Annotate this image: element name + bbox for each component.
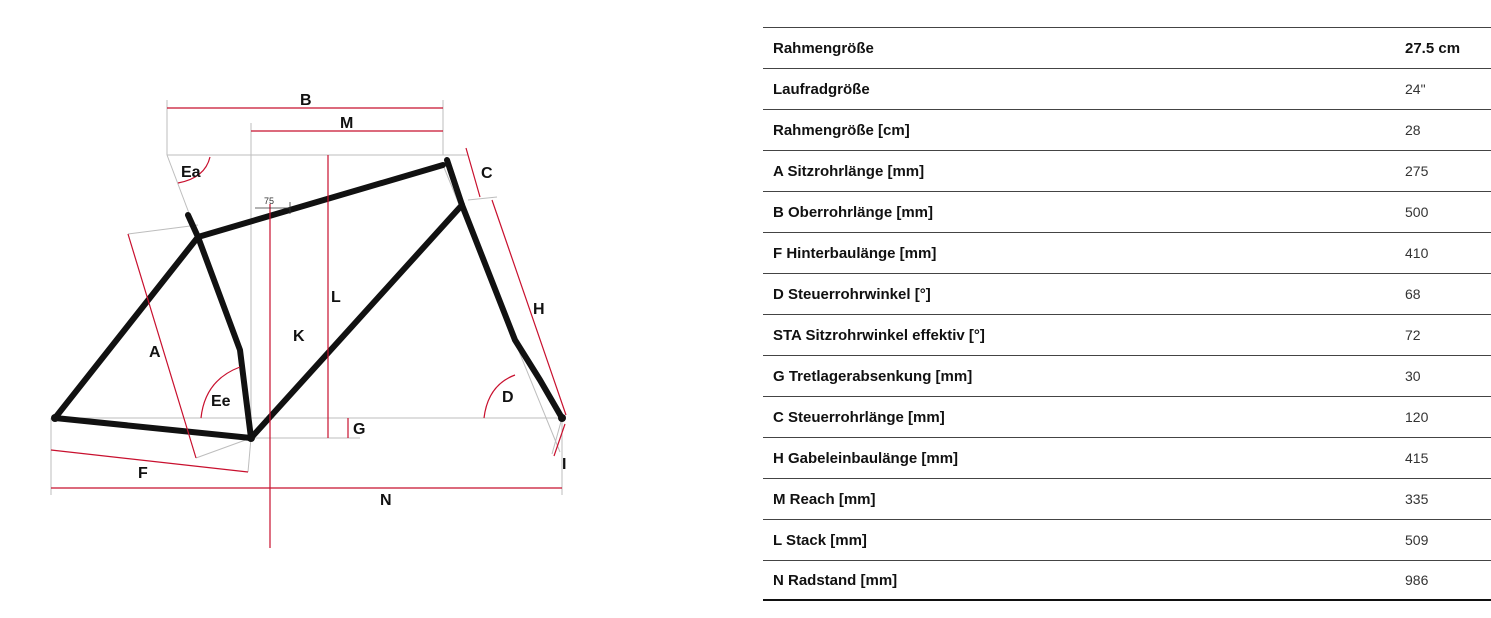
row-value: 335 [1405, 491, 1429, 507]
label-n: N [380, 492, 392, 509]
row-value: 30 [1405, 368, 1421, 384]
table-row [763, 68, 1491, 109]
label-b: B [300, 92, 312, 109]
row-label: H Gabeleinbaulänge [mm] [773, 449, 959, 467]
frame-down-tube [251, 205, 462, 438]
ext-a-top [128, 225, 198, 234]
header-value: 27.5 cm [1405, 39, 1461, 57]
frame-geometry-svg [0, 0, 740, 618]
table-row [763, 150, 1491, 191]
row-label: L Stack [mm] [773, 531, 867, 549]
geometry-table [763, 27, 1491, 601]
table-row [763, 314, 1491, 355]
row-label: C Steuerrohrlänge [mm] [773, 408, 945, 426]
table-row [763, 273, 1491, 314]
label-ee: Ee [211, 393, 231, 410]
row-value: 275 [1405, 163, 1429, 179]
rear-axle-dot [51, 414, 59, 422]
table-row [763, 396, 1491, 437]
dim-f [51, 450, 248, 472]
row-label: A Sitzrohrlänge [mm] [773, 162, 925, 180]
row-value: 986 [1405, 572, 1429, 588]
row-value: 24" [1405, 81, 1426, 97]
front-axle-dot [558, 414, 566, 422]
row-value: 415 [1405, 450, 1429, 466]
table-row [763, 355, 1491, 396]
label-k: K [293, 328, 305, 345]
row-value: 410 [1405, 245, 1429, 261]
row-label: N Radstand [mm] [773, 571, 898, 589]
ext-h-top [468, 197, 497, 200]
label-d: D [502, 389, 514, 406]
row-label: B Oberrohrlänge [mm] [773, 203, 934, 221]
header-label: Rahmengröße [773, 39, 874, 57]
table-row [763, 519, 1491, 560]
label-m: M [340, 115, 354, 132]
row-value: 68 [1405, 286, 1421, 302]
frame-geometry-diagram [0, 0, 740, 618]
table-row [763, 560, 1491, 601]
extension-lines [51, 100, 565, 495]
table-row [763, 191, 1491, 232]
table-header-row [763, 27, 1491, 68]
label-i: I [562, 456, 567, 473]
ext-f-right [248, 438, 251, 472]
label-f: F [138, 465, 148, 482]
label-l: L [331, 289, 341, 306]
table-row [763, 478, 1491, 519]
row-label: G Tretlagerabsenkung [mm] [773, 367, 973, 385]
row-label: F Hinterbaulänge [mm] [773, 244, 937, 262]
row-label: Laufradgröße [773, 80, 870, 98]
ext-a-bottom [196, 438, 251, 458]
dim-c [466, 148, 480, 197]
frame-top-seatstay-chainstay [55, 165, 443, 438]
label-h: H [533, 301, 545, 318]
label-ea: Ea [181, 164, 201, 181]
label-c: C [481, 165, 493, 182]
row-value: 500 [1405, 204, 1429, 220]
label-g: G [353, 421, 366, 438]
row-value: 28 [1405, 122, 1421, 138]
row-label: D Steuerrohrwinkel [°] [773, 285, 931, 303]
row-label: Rahmengröße [cm] [773, 121, 910, 139]
row-label: STA Sitzrohrwinkel effektiv [°] [773, 326, 985, 344]
table-row [763, 437, 1491, 478]
frame-fork [462, 205, 562, 418]
frame-head-tube [447, 160, 462, 205]
row-value: 509 [1405, 532, 1429, 548]
label-a: A [149, 344, 161, 361]
row-value: 72 [1405, 327, 1421, 343]
bottom-bracket-dot [247, 434, 255, 442]
row-value: 120 [1405, 409, 1429, 425]
row-label: M Reach [mm] [773, 490, 876, 508]
label-seat-offset: 75 [264, 196, 275, 206]
table-row [763, 232, 1491, 273]
table-row [763, 109, 1491, 150]
